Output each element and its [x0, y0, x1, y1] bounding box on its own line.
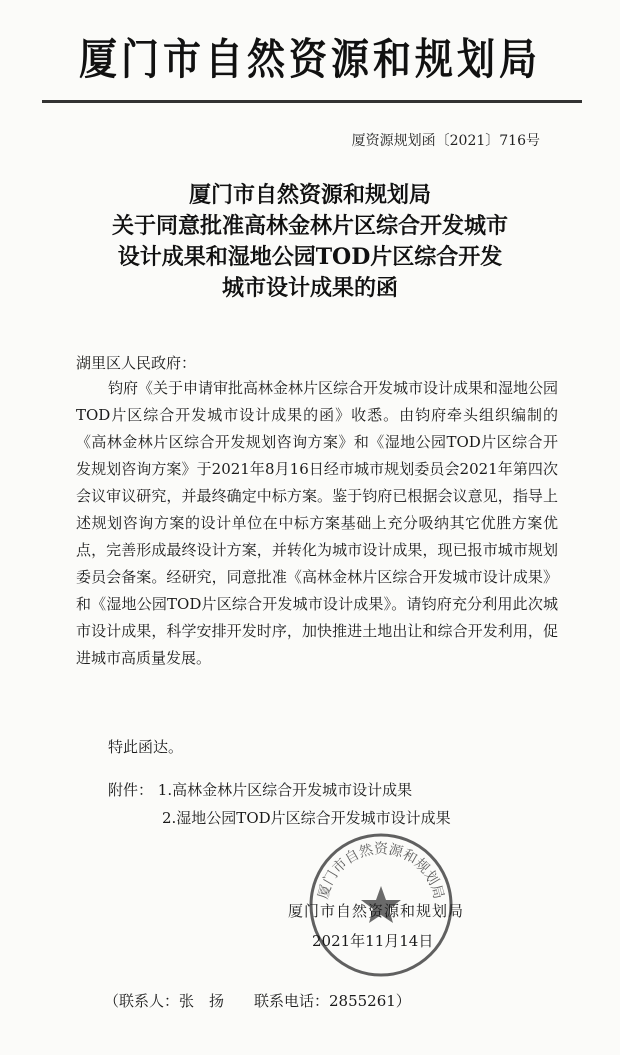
- attachment-item: 1.高林金林片区综合开发城市设计成果: [157, 781, 413, 799]
- title-line: 厦门市自然资源和规划局: [188, 182, 431, 208]
- agency-header: 厦门市自然资源和规划局: [78, 34, 541, 85]
- signature-org: 厦门市自然资源和规划局: [288, 902, 465, 920]
- contact-info: （联系人：张 扬 联系电话：2855261）: [104, 992, 411, 1010]
- attachment-item: 2.湿地公园TOD片区综合开发城市设计成果: [162, 809, 451, 827]
- attachments: [108, 776, 451, 832]
- title-line: 设计成果和湿地公园TOD片区综合开发: [117, 244, 503, 270]
- attachment-row: [108, 804, 451, 832]
- title-line: 城市设计成果的函: [221, 275, 398, 301]
- doc-number: 厦资源规划函〔2021〕716号: [351, 133, 540, 149]
- attachments-label: 附件：: [108, 781, 154, 799]
- header-rule: [42, 100, 582, 103]
- seal-text-path: 厦门市自然资源和规划局: [315, 841, 447, 901]
- signature-date: 2021年11月14日: [312, 932, 434, 950]
- document-title: [60, 180, 560, 304]
- body-paragraph: 钧府《关于申请审批高林金林片区综合开发城市设计成果和湿地公园TOD片区综合开发城市设计成果的函》收悉。由钧府牵头组织编制的《高林金林片区综合开发规划咨询方案》和《湿地公园TOD片区综合开发规划咨询方案》于2021年8月16日经市城市规划委员会2021年第四次会议审议研究，并最终确定中标方案。鉴于钧府已根据会议意见，指导上述规划咨询方案的设计单位在中标方案基础上充分吸纳其它优胜方案优点，完善形成最终设计方案，并转化为城市设计成果，现已报市城市规划委员会备案。经研究，同意批准《高林金林片区综合开发城市设计成果》和《湿地公园TOD片区综合开发城市设计成果》。请钧府充分利用此次城市设计成果，科学安排开发时序，加快推进土地出让和综合开发利用，促进城市高质量发展。: [76, 379, 559, 667]
- salutation: 湖里区人民政府：: [76, 354, 197, 372]
- attachment-row: [108, 776, 451, 804]
- closing-line: 特此函达。: [108, 738, 184, 756]
- title-line: 关于同意批准高林金林片区综合开发城市: [111, 213, 508, 239]
